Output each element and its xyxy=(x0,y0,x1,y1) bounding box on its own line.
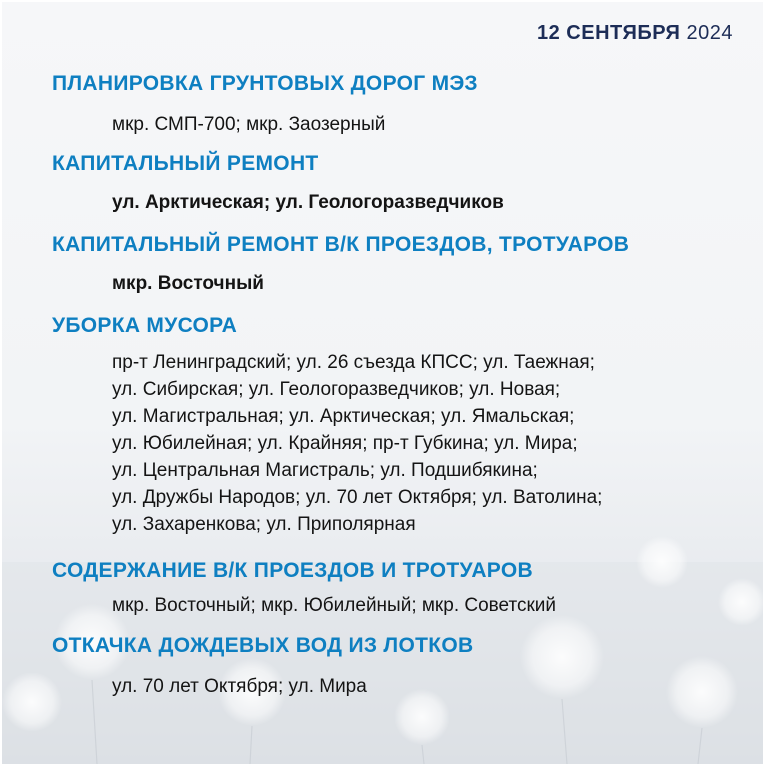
section-line: мкр. Восточный; мкр. Юбилейный; мкр. Советский xyxy=(112,595,557,616)
section-heading: УБОРКА МУСОРА xyxy=(52,314,238,337)
section-line: ул. Захаренкова; ул. Приполярная xyxy=(112,514,416,535)
section-line: ул. Центральная Магистраль; ул. Подшибякина; xyxy=(112,460,538,481)
section-line: ул. 70 лет Октября; ул. Мира xyxy=(112,676,367,697)
section-line: ул. Магистральная; ул. Арктическая; ул. Ямальская; xyxy=(112,406,575,427)
section-line: ул. Арктическая; ул. Геологоразведчиков xyxy=(112,192,504,213)
date-label xyxy=(537,22,733,45)
section-line: пр-т Ленинградский; ул. 26 съезда КПСС; ул. Таежная; xyxy=(112,352,595,373)
section-heading: ПЛАНИРОВКА ГРУНТОВЫХ ДОРОГ МЭЗ xyxy=(52,72,478,95)
section-line: мкр. СМП-700; мкр. Заозерный xyxy=(112,114,386,135)
section-heading: СОДЕРЖАНИЕ В/К ПРОЕЗДОВ И ТРОТУАРОВ xyxy=(52,559,533,582)
date-year: 2024 xyxy=(686,22,733,44)
section-heading: ОТКАЧКА ДОЖДЕВЫХ ВОД ИЗ ЛОТКОВ xyxy=(52,634,474,657)
section-heading: КАПИТАЛЬНЫЙ РЕМОНТ xyxy=(52,152,319,175)
infographic-card xyxy=(2,2,763,764)
section-heading: КАПИТАЛЬНЫЙ РЕМОНТ В/К ПРОЕЗДОВ, ТРОТУАРОВ xyxy=(52,233,630,256)
section-line: ул. Дружбы Народов; ул. 70 лет Октября; ул. Ватолина; xyxy=(112,487,603,508)
section-line: мкр. Восточный xyxy=(112,273,264,294)
section-line: ул. Юбилейная; ул. Крайняя; пр-т Губкина; ул. Мира; xyxy=(112,433,578,454)
date-day-month: 12 СЕНТЯБРЯ xyxy=(536,22,681,44)
section-line: ул. Сибирская; ул. Геологоразведчиков; ул. Новая; xyxy=(112,379,561,400)
